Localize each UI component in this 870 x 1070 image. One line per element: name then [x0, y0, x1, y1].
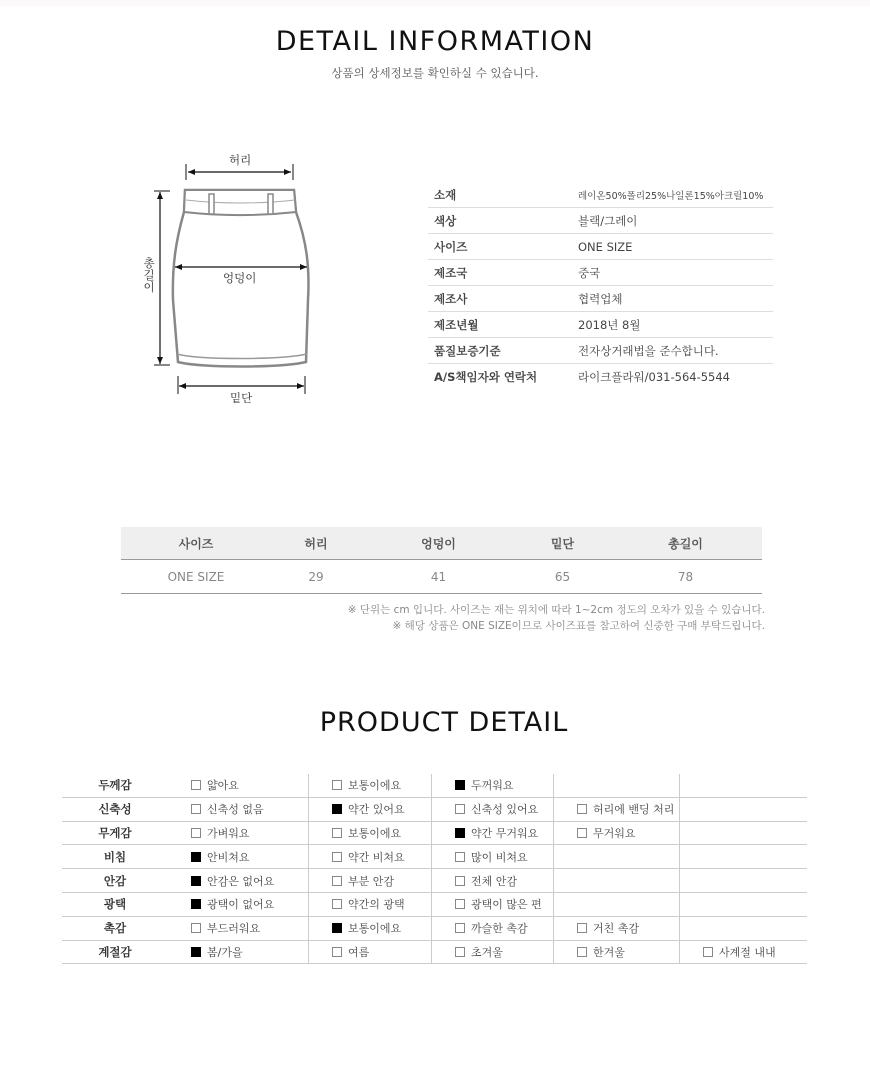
- unchecked-box-icon: [332, 947, 342, 957]
- spec-key: 제조년월: [434, 317, 479, 332]
- size-cell: 41: [430, 569, 447, 584]
- detail-row-label: 광택: [103, 897, 127, 912]
- detail-option-cell: [309, 869, 432, 892]
- unchecked-box-icon: [332, 876, 342, 886]
- detail-option-cell: [432, 798, 554, 821]
- size-header-cell: 허리: [304, 536, 328, 551]
- hip-label: 엉덩이: [223, 271, 257, 285]
- unchecked-box-icon: [455, 852, 465, 862]
- detail-option-text: 초겨울: [471, 945, 503, 959]
- detail-option-cell: [680, 798, 807, 821]
- detail-option-cell: [168, 941, 309, 964]
- detail-option-text: 약간 무거워요: [471, 826, 539, 840]
- size-header-cell: 밑단: [550, 536, 575, 551]
- detail-option-cell: [432, 845, 554, 868]
- unchecked-box-icon: [332, 780, 342, 790]
- unchecked-box-icon: [455, 899, 465, 909]
- detail-option-text: 보통이에요: [348, 826, 402, 840]
- detail-row: [62, 893, 807, 917]
- spec-value: 중국: [578, 265, 601, 280]
- checked-box-icon: [455, 828, 465, 838]
- detail-option-cell: [554, 917, 680, 940]
- hem-label: 밑단: [230, 391, 253, 405]
- checked-box-icon: [332, 804, 342, 814]
- unchecked-box-icon: [455, 923, 465, 933]
- size-note: ※ 단위는 cm 입니다. 사이즈는 재는 위치에 따라 1~2cm 정도의 오차가 있을 수 있습니다.: [347, 604, 765, 616]
- detail-option-cell: [554, 822, 680, 845]
- detail-option-cell: [168, 893, 309, 916]
- detail-option-cell: [554, 845, 680, 868]
- unchecked-box-icon: [191, 923, 201, 933]
- length-label: 총 길 이: [143, 256, 155, 294]
- unchecked-box-icon: [332, 828, 342, 838]
- size-header-cell: 총길이: [668, 536, 703, 551]
- detail-option-cell: [168, 822, 309, 845]
- size-cell: ONE SIZE: [167, 569, 225, 584]
- checked-box-icon: [191, 852, 201, 862]
- unchecked-box-icon: [332, 852, 342, 862]
- detail-option-text: 신축성 없음: [207, 803, 264, 817]
- top-band: [0, 0, 870, 6]
- spec-key: 제조사: [434, 291, 468, 306]
- detail-option-cell: [168, 869, 309, 892]
- unchecked-box-icon: [577, 923, 587, 933]
- detail-row-label: 계절감: [98, 944, 132, 959]
- spec-value: 블랙/그레이: [578, 213, 638, 228]
- spec-table: [428, 182, 773, 390]
- detail-row: [62, 869, 807, 893]
- detail-option-cell: [309, 845, 432, 868]
- detail-row: [62, 917, 807, 941]
- checked-box-icon: [191, 947, 201, 957]
- detail-option-cell: [168, 774, 309, 797]
- waist-label: 허리: [229, 153, 252, 167]
- detail-option-text: 가벼워요: [207, 826, 250, 840]
- detail-option-cell: [309, 917, 432, 940]
- detail-option-cell: [432, 893, 554, 916]
- unchecked-box-icon: [332, 899, 342, 909]
- detail-option-cell: [309, 774, 432, 797]
- spec-value: ONE SIZE: [578, 239, 633, 254]
- detail-option-cell: [432, 869, 554, 892]
- detail-option-text: 광택이 많은 편: [471, 898, 542, 912]
- size-cell: 65: [554, 569, 571, 584]
- detail-option-text: 약간 있어요: [348, 803, 405, 817]
- detail-option-text: 안감은 없어요: [207, 874, 275, 888]
- detail-option-text: 전체 안감: [471, 874, 518, 888]
- spec-row: [428, 312, 773, 338]
- detail-option-cell: [554, 869, 680, 892]
- unchecked-box-icon: [191, 804, 201, 814]
- size-header-cell: 사이즈: [178, 536, 214, 551]
- spec-key: 사이즈: [434, 239, 468, 254]
- detail-row-label: 안감: [103, 873, 127, 888]
- spec-row: [428, 338, 773, 364]
- detail-option-text: 보통이에요: [348, 779, 402, 793]
- detail-row-label: 신축성: [98, 802, 132, 817]
- unchecked-box-icon: [191, 828, 201, 838]
- detail-option-cell: [309, 941, 432, 964]
- detail-option-cell: [309, 822, 432, 845]
- detail-option-text: 까슬한 촉감: [471, 922, 528, 936]
- size-table: [121, 527, 762, 594]
- detail-option-cell: [680, 822, 807, 845]
- detail-option-text: 광택이 없어요: [207, 898, 275, 912]
- detail-option-text: 봄/가을: [207, 945, 243, 959]
- detail-option-text: 사계절 내내: [719, 945, 776, 959]
- spec-value: 2018년 8월: [578, 317, 641, 332]
- detail-row-label: 촉감: [103, 921, 127, 936]
- spec-key: A/S책임자와 연락처: [434, 370, 538, 384]
- unchecked-box-icon: [455, 804, 465, 814]
- detail-option-text: 허리에 밴딩 처리: [593, 803, 675, 817]
- detail-option-text: 부드러워요: [207, 922, 261, 936]
- spec-key: 소재: [434, 187, 457, 202]
- detail-row: [62, 774, 807, 798]
- detail-row: [62, 845, 807, 869]
- detail-option-cell: [168, 917, 309, 940]
- size-note: ※ 해당 상품은 ONE SIZE이므로 사이즈표를 참고하여 신중한 구매 부탁드립니다.: [392, 620, 765, 632]
- detail-option-text: 약간 비쳐요: [348, 850, 405, 864]
- spec-row: [428, 364, 773, 390]
- detail-row-label: 두께감: [98, 778, 132, 793]
- detail-option-text: 두꺼워요: [471, 779, 514, 793]
- detail-option-text: 신축성 있어요: [471, 803, 539, 817]
- size-cell: 78: [677, 569, 694, 584]
- checked-box-icon: [191, 876, 201, 886]
- product-detail-grid: [62, 774, 807, 964]
- detail-row: [62, 798, 807, 822]
- spec-key: 품질보증기준: [434, 343, 501, 358]
- checked-box-icon: [332, 923, 342, 933]
- checked-box-icon: [191, 899, 201, 909]
- spec-key: 색상: [434, 213, 457, 228]
- detail-option-cell: [680, 941, 807, 964]
- spec-value: 라이크플라워/031-564-5544: [578, 370, 730, 384]
- detail-row-label: 무게감: [98, 825, 132, 840]
- detail-info-title: DETAIL INFORMATION: [275, 26, 595, 57]
- unchecked-box-icon: [703, 947, 713, 957]
- spec-row: [428, 234, 773, 260]
- spec-value: 전자상거래법을 준수합니다.: [578, 343, 719, 358]
- detail-option-cell: [168, 798, 309, 821]
- detail-option-text: 거친 촉감: [593, 922, 640, 936]
- product-detail-title: PRODUCT DETAIL: [319, 707, 569, 738]
- detail-option-cell: [432, 941, 554, 964]
- spec-value: 협력업체: [578, 291, 623, 306]
- detail-option-cell: [554, 798, 680, 821]
- size-table-row: [121, 560, 762, 594]
- unchecked-box-icon: [191, 780, 201, 790]
- detail-option-cell: [680, 869, 807, 892]
- spec-row: [428, 260, 773, 286]
- unchecked-box-icon: [577, 804, 587, 814]
- detail-option-text: 무거워요: [593, 826, 636, 840]
- detail-option-cell: [432, 822, 554, 845]
- unchecked-box-icon: [577, 828, 587, 838]
- unchecked-box-icon: [455, 876, 465, 886]
- detail-option-text: 많이 비쳐요: [471, 850, 528, 864]
- detail-option-cell: [680, 845, 807, 868]
- detail-option-text: 부분 안감: [348, 874, 395, 888]
- spec-key: 제조국: [434, 265, 468, 280]
- detail-option-cell: [680, 774, 807, 797]
- detail-option-cell: [680, 893, 807, 916]
- detail-option-text: 한겨울: [593, 945, 625, 959]
- detail-row: [62, 941, 807, 965]
- spec-row: [428, 208, 773, 234]
- size-header-cell: 엉덩이: [421, 536, 456, 551]
- size-notes: [348, 602, 765, 634]
- detail-option-cell: [309, 893, 432, 916]
- size-table-header: [121, 527, 762, 560]
- detail-option-cell: [554, 893, 680, 916]
- skirt-measurement-diagram: [130, 150, 330, 410]
- spec-row: [428, 182, 773, 208]
- detail-option-cell: [432, 917, 554, 940]
- detail-option-cell: [554, 774, 680, 797]
- detail-option-text: 약간의 광택: [348, 898, 405, 912]
- detail-option-cell: [554, 941, 680, 964]
- detail-option-text: 얇아요: [207, 779, 239, 793]
- detail-row: [62, 822, 807, 846]
- detail-option-text: 안비쳐요: [207, 850, 250, 864]
- detail-info-subtitle: 상품의 상세정보를 확인하실 수 있습니다.: [331, 66, 539, 80]
- unchecked-box-icon: [577, 947, 587, 957]
- detail-option-cell: [309, 798, 432, 821]
- spec-row: [428, 286, 773, 312]
- detail-option-text: 여름: [348, 945, 370, 959]
- detail-option-cell: [432, 774, 554, 797]
- detail-row-label: 비침: [103, 849, 127, 864]
- unchecked-box-icon: [455, 947, 465, 957]
- detail-option-text: 보통이에요: [348, 922, 402, 936]
- checked-box-icon: [455, 780, 465, 790]
- detail-option-cell: [168, 845, 309, 868]
- spec-value: 레이온50%폴리25%나일론15%아크릴10%: [578, 190, 764, 202]
- size-cell: 29: [308, 569, 324, 584]
- detail-option-cell: [680, 917, 807, 940]
